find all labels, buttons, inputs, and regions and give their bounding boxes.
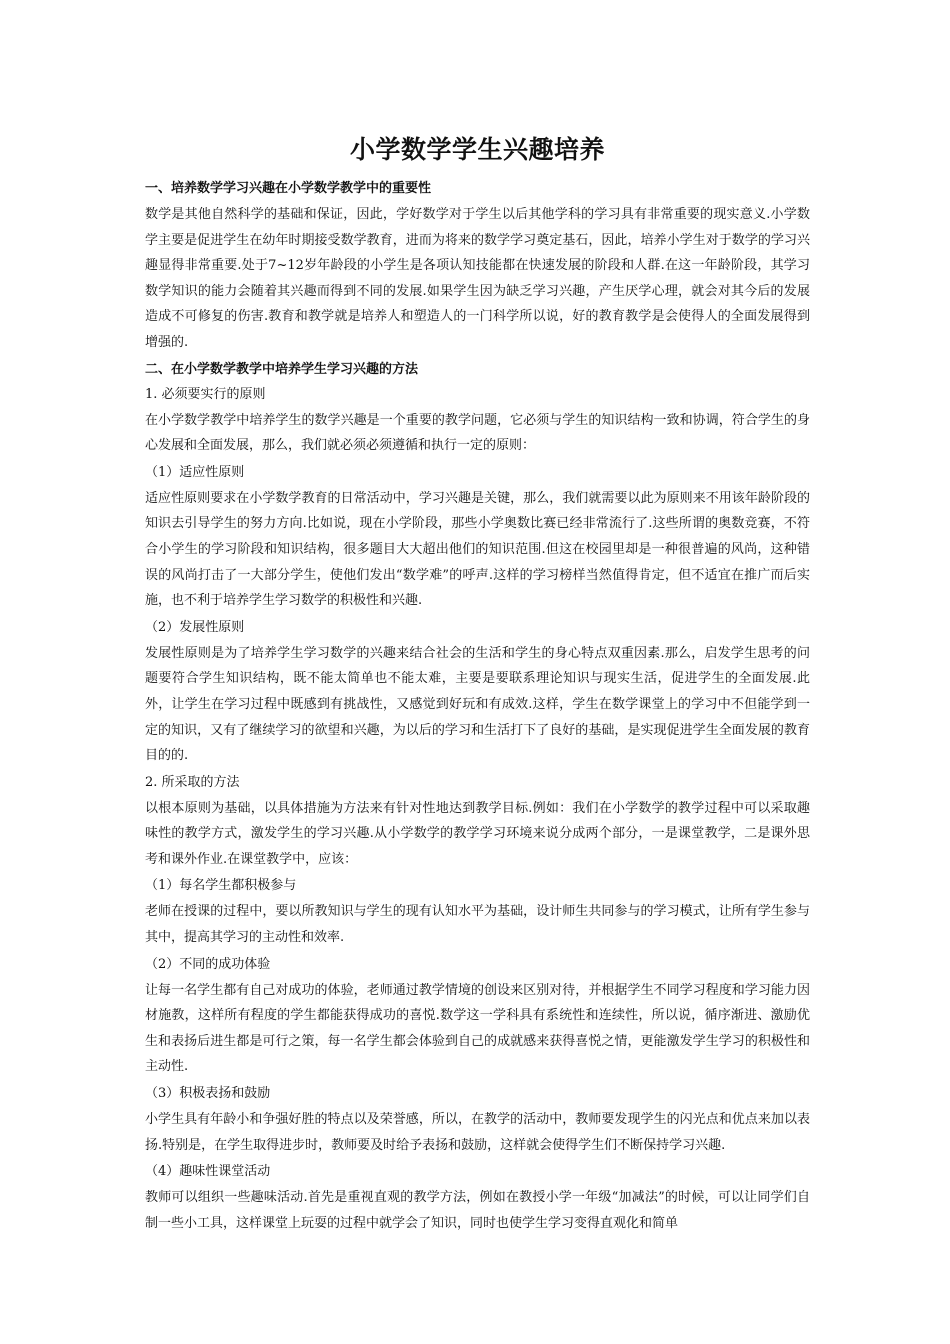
subheading-principles: 1. 必须要实行的原则 bbox=[145, 386, 266, 402]
paragraph-importance: 数学是其他自然科学的基础和保证，因此，学好数学对于学生以后其他学科的学习具有非常重要的现实意义.小学数学主要是促进学生在幼年时期接受数学教育，进而为将来的数学学习奠定基石，因此，培养小学生对于数学的学习兴趣显得非常重要.处于7~12岁年龄段的小学生是各项认知技能都在快速发展的阶段和人群.在这一年龄阶段，其学习数学知识的能力会随着其兴趣而得到不同的发展.如果学生因为缺乏学习兴趣，产生厌学心理，就会对其今后的发展造成不可修复的伤害.教育和教学就是培养人和塑造人的一门科学所以说，好的教育教学是会使得人的全面发展得到增强的. bbox=[145, 207, 810, 350]
paragraph-development: 发展性原则是为了培养学生学习数学的兴趣来结合社会的生活和学生的身心特点双重因素.那么，启发学生思考的问题要符合学生知识结构，既不能太简单也不能太难，主要是要联系理论知识与现实生活，促进学生的全面发展.此外，让学生在学习过程中既感到有挑战性，又感觉到好玩和有成效.这样，学生在数学课堂上的学习中不但能学到一定的知识，又有了继续学习的欲望和兴趣，为以后的学习和生活打下了良好的基础，是实现促进学生全面发展的教育目的的. bbox=[145, 645, 810, 764]
section-heading-importance: 一、培养数学学习兴趣在小学数学教学中的重要性 bbox=[145, 181, 432, 196]
paragraph-principles: 在小学数学教学中培养学生的数学兴趣是一个重要的教学问题，它必须与学生的知识结构一致和协调，符合学生的身心发展和全面发展，那么，我们就必须必须遵循和执行一定的原则： bbox=[145, 412, 810, 454]
section-heading-methods: 二、在小学数学教学中培养学生学习兴趣的方法 bbox=[145, 361, 419, 377]
method-heading-praise: （3）积极表扬和鼓励 bbox=[145, 1086, 271, 1102]
document-title: 小学数学学生兴趣培养 bbox=[349, 135, 605, 164]
paragraph-adaptability: 适应性原则要求在小学数学教育的日常活动中，学习兴趣是关键，那么，我们就需要以此为原则来不用该年龄阶段的知识去引导学生的努力方向.比如说，现在小学阶段，那些小学奥数比赛已经非常流行了.这些所谓的奥数竞赛，不符合小学生的学习阶段和知识结构，很多题目大大超出他们的知识范围.但这在校园里却是一种很普遍的风尚，这种错误的风尚打击了一大部分学生，使他们发出“数学难”的呼声.这样的学习榜样当然值得肯定，但不适宜在推广而后实施，也不利于培养学生学习数学的积极性和兴趣. bbox=[145, 490, 810, 609]
paragraph-participation: 老师在授课的过程中，要以所教知识与学生的现有认知水平为基础，设计师生共同参与的学习模式，让所有学生参与其中，提高其学习的主动性和效率. bbox=[145, 904, 810, 946]
principle-heading-development: （2）发展性原则 bbox=[145, 619, 245, 635]
method-heading-participation: （1）每名学生都积极参与 bbox=[145, 878, 297, 894]
document-body bbox=[145, 130, 810, 1238]
paragraph-methods: 以根本原则为基础，以具体措施为方法来有针对性地达到教学目标.例如：我们在小学数学的教学过程中可以采取趣味性的教学方式，激发学生的学习兴趣.从小学数学的教学学习环境来说分成两个部分，一是课堂教学，二是课外思考和课外作业.在课堂教学中，应该： bbox=[145, 800, 810, 867]
method-heading-activities: （4）趣味性课堂活动 bbox=[145, 1164, 271, 1180]
subheading-methods: 2. 所采取的方法 bbox=[145, 774, 240, 790]
paragraph-success: 让每一名学生都有自己对成功的体验，老师通过教学情境的创设来区别对待，并根据学生不同学习程度和学习能力因材施教，这样所有程度的学生都能获得成功的喜悦.数学这一学科具有系统性和连续性，所以说，循序渐进、激励优生和表扬后进生都是可行之策，每一名学生都会体验到自己的成就感来获得喜悦之情，更能激发学生学习的积极性和主动性. bbox=[145, 982, 810, 1075]
method-heading-success: （2）不同的成功体验 bbox=[145, 956, 271, 972]
principle-heading-adaptability: （1）适应性原则 bbox=[145, 464, 245, 480]
paragraph-praise: 小学生具有年龄小和争强好胜的特点以及荣誉感，所以，在教学的活动中，教师要发现学生的闪光点和优点来加以表扬.特别是，在学生取得进步时，教师要及时给予表扬和鼓励，这样就会使得学生们不断保持学习兴趣. bbox=[145, 1112, 810, 1153]
paragraph-activities: 教师可以组织一些趣味活动.首先是重视直观的教学方法，例如在教授小学一年级“加减法”的时候，可以让同学们自制一些小工具，这样课堂上玩耍的过程中就学会了知识，同时也使学生学习变得直观化和简单 bbox=[145, 1190, 810, 1231]
